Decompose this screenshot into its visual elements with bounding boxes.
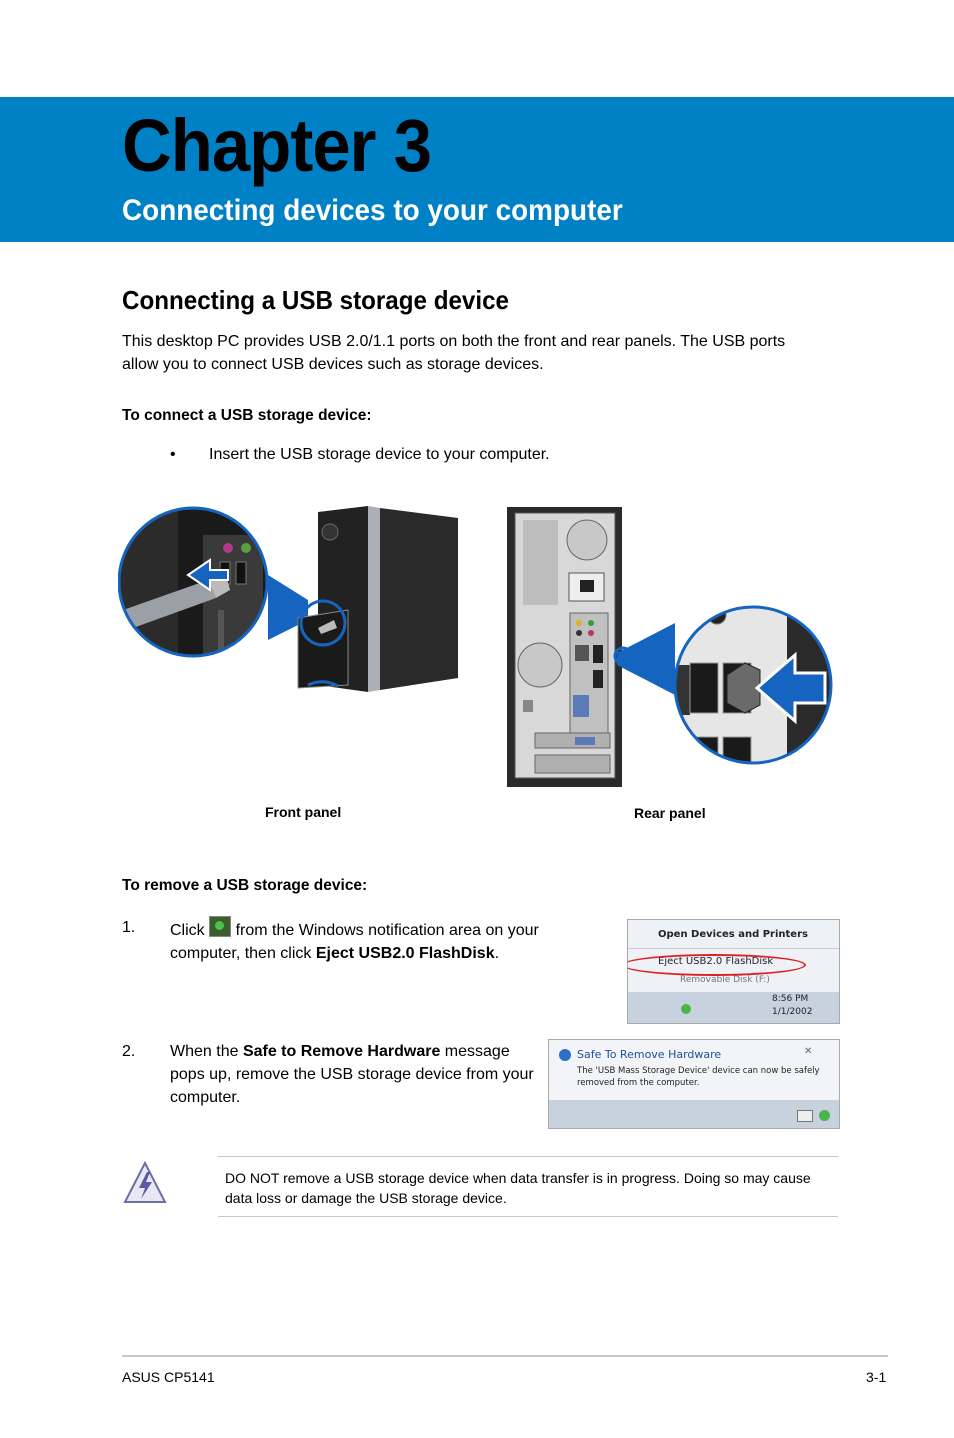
step2-bold: Safe to Remove Hardware [242,1043,441,1060]
tray-window-icon [797,1110,813,1122]
eject-menu-screenshot [627,919,840,1024]
tray-icon [681,1004,691,1014]
step1-mid: from the Windows notification area on your computer, then click [170,922,539,962]
connect-bullet-text: Insert the USB storage device to your computer. [209,446,550,463]
highlight-ellipse [627,954,806,976]
menu-divider [628,948,839,949]
warning-text: DO NOT remove a USB storage device when data transfer is in progress. Doing so may cause data loss or damage the USB storage device. [225,1170,811,1206]
step2-text [170,1040,545,1109]
footer-page-number: 3-1 [866,1369,887,1385]
popup-taskbar [549,1100,839,1128]
chapter-subtitle: Connecting devices to your computer [122,194,623,227]
step1-post: . [494,945,500,962]
footer-rule [122,1355,888,1357]
front-panel-illustration [118,500,463,700]
safe-remove-popup-screenshot [548,1039,840,1129]
rear-panel-illustration [505,505,835,790]
menu-item-removable: Removable Disk (F:) [680,975,770,985]
menu-item-eject: Eject USB2.0 FlashDisk [658,956,774,967]
tray-usb-icon [819,1110,830,1121]
tray-eject-icon [209,916,231,937]
bullet-symbol: • [170,446,176,463]
popup-line-1: The 'USB Mass Storage Device' device can now be safely [577,1066,820,1076]
popup-line-2: removed from the computer. [577,1078,700,1088]
step1-text [170,916,590,965]
step2-number: 2. [122,1043,136,1060]
intro-paragraph: This desktop PC provides USB 2.0/1.1 ports on both the front and rear panels. The USB ports allow you to connect USB devices such as storage devices. [122,333,786,373]
connect-heading: To connect a USB storage device: [122,407,372,424]
step2-pre: When the [170,1043,239,1060]
taskbar-date: 1/1/2002 [772,1007,813,1017]
step1-number: 1. [122,919,136,936]
taskbar-time: 8:56 PM [772,994,809,1004]
step1-pre: Click [170,922,205,939]
warning-bottom-rule [218,1216,838,1217]
front-panel-caption: Front panel [265,804,342,820]
info-icon [559,1049,571,1061]
rear-panel-caption: Rear panel [634,805,706,821]
remove-heading: To remove a USB storage device: [122,877,368,894]
warning-lightning-icon [122,1160,168,1206]
footer-model: ASUS CP5141 [122,1369,215,1385]
popup-title: Safe To Remove Hardware [577,1048,722,1061]
section-title: Connecting a USB storage device [122,285,509,315]
close-icon: ✕ [804,1046,813,1057]
menu-item-open-devices: Open Devices and Printers [658,929,808,940]
chapter-title: Chapter 3 [122,104,432,187]
step2-post: message pops up, remove the USB storage device from your computer. [170,1043,534,1106]
step1-bold: Eject USB2.0 FlashDisk [315,945,495,962]
warning-top-rule [218,1156,838,1157]
